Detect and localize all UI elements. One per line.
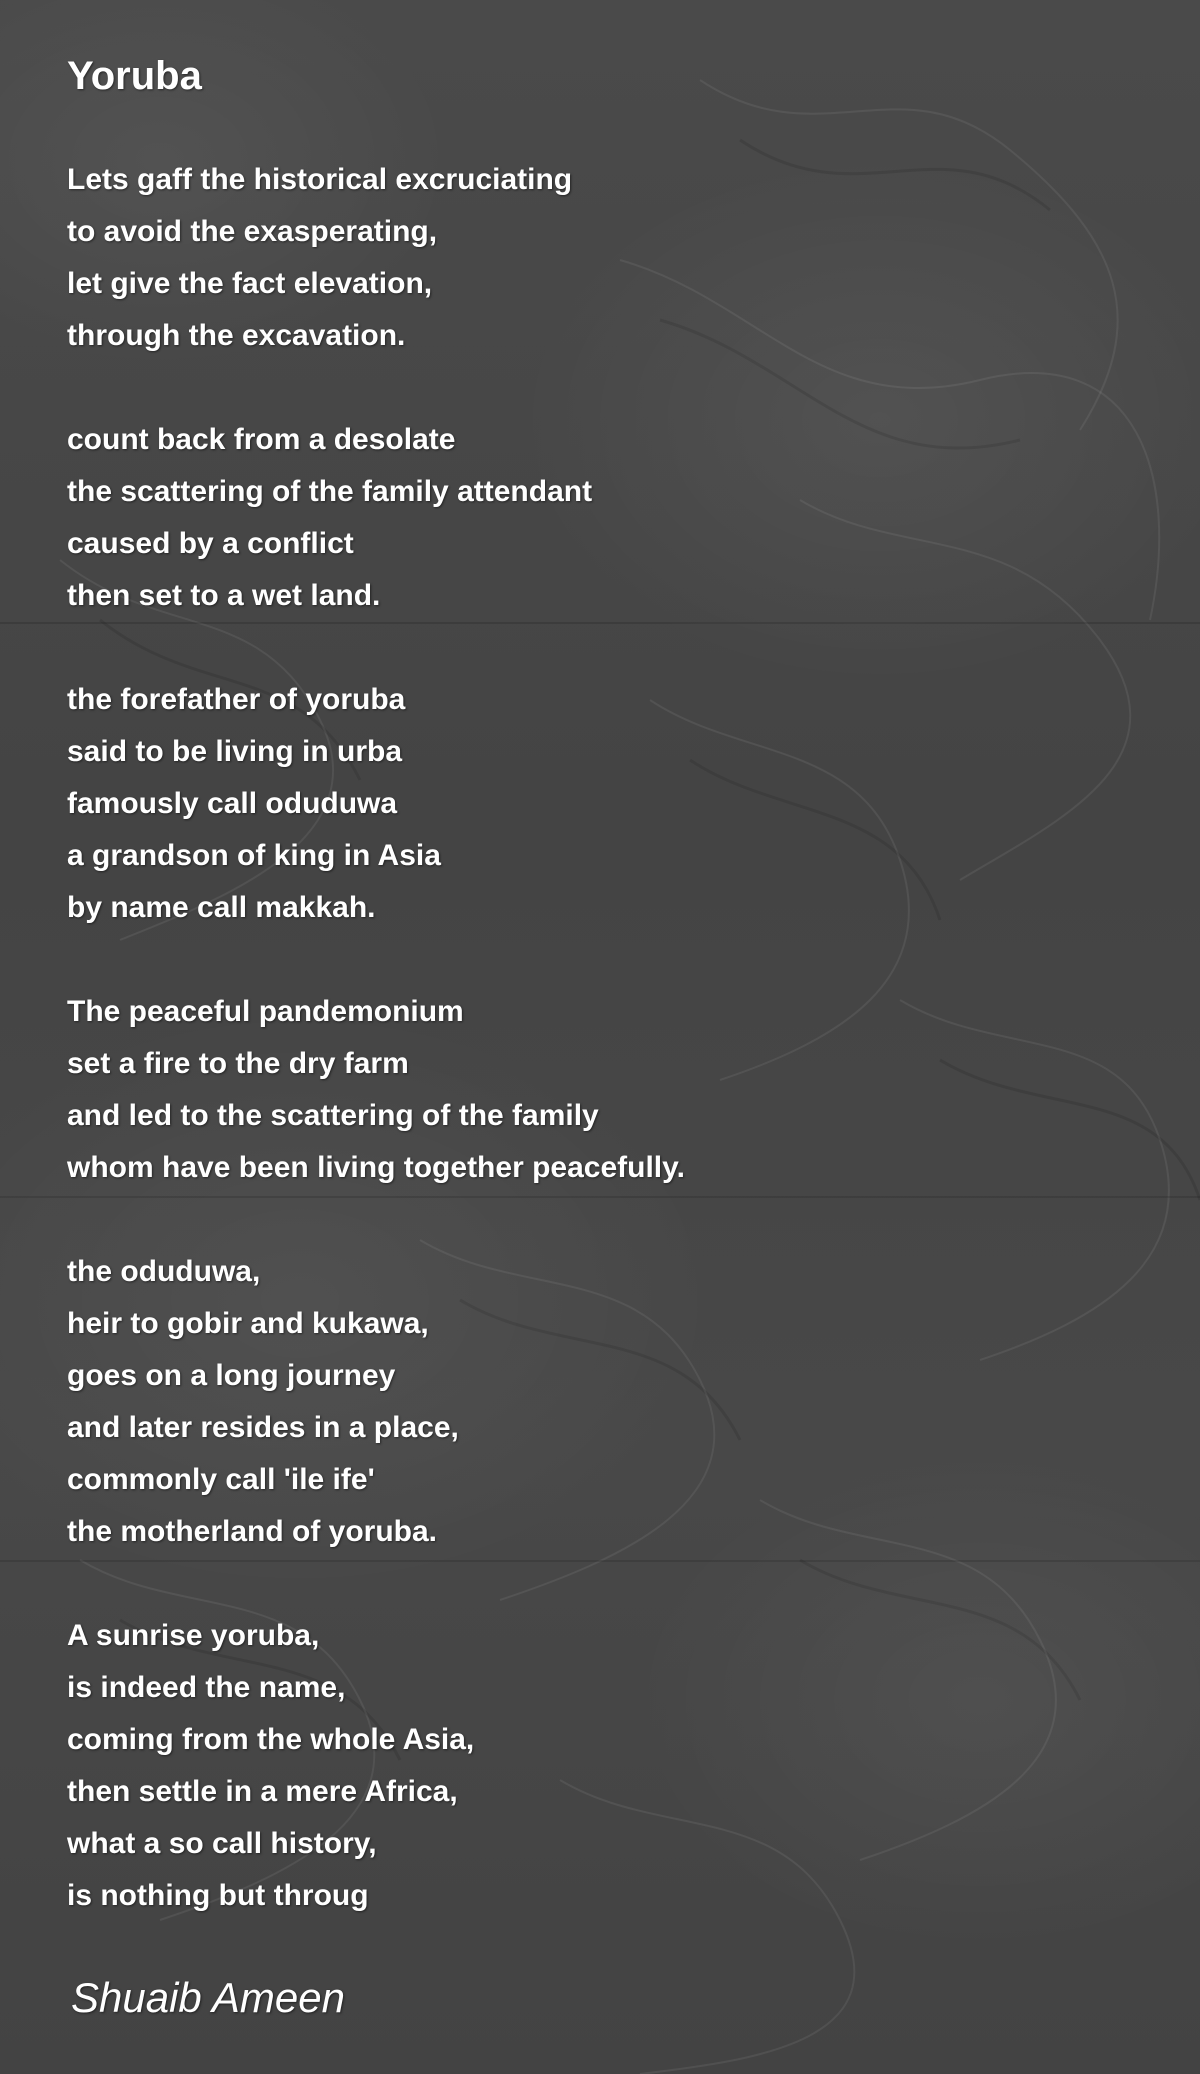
poem-line: said to be living in urba [67, 735, 403, 768]
stanza-5 [67, 1246, 1147, 1558]
poem-line: whom have been living together peacefully. [67, 1151, 685, 1184]
poem-line: the forefather of yoruba [67, 683, 406, 716]
poem-line: the oduduwa, [67, 1255, 261, 1288]
poem-author: Shuaib Ameen [71, 1974, 345, 2021]
poem-line: then settle in a mere Africa, [67, 1775, 458, 1808]
poem-line: is nothing but throug [67, 1879, 369, 1912]
poem-body [67, 50, 1147, 1974]
poem-line: and later resides in a place, [67, 1411, 459, 1444]
poem-line: Lets gaff the historical excruciating [67, 163, 573, 196]
poem-line: to avoid the exasperating, [67, 215, 438, 248]
poem-title: Yoruba [67, 54, 202, 98]
poem-line: is indeed the name, [67, 1671, 346, 1704]
stanza-6 [67, 1610, 1147, 1922]
poem-line: count back from a desolate [67, 423, 456, 456]
poem-line: The peaceful pandemonium [67, 995, 464, 1028]
poem-line: then set to a wet land. [67, 579, 381, 612]
stanza-2 [67, 414, 1147, 622]
poem-line: the scattering of the family attendant [67, 475, 593, 508]
stanza-4 [67, 986, 1147, 1194]
poem-line: caused by a conflict [67, 527, 354, 560]
poem-line: coming from the whole Asia, [67, 1723, 475, 1756]
poem-line: set a fire to the dry farm [67, 1047, 409, 1080]
poem-line: commonly call 'ile ife' [67, 1463, 375, 1496]
poem-line: a grandson of king in Asia [67, 839, 441, 872]
poem-line: by name call makkah. [67, 891, 376, 924]
poem-line: let give the fact elevation, [67, 267, 433, 300]
poem-line: and led to the scattering of the family [67, 1099, 599, 1132]
poem-line: the motherland of yoruba. [67, 1515, 438, 1548]
poem-line: what a so call history, [67, 1827, 377, 1860]
stanza-3 [67, 674, 1147, 934]
poem-line: through the excavation. [67, 319, 406, 352]
poem-line: A sunrise yoruba, [67, 1619, 320, 1652]
stanza-1 [67, 154, 1147, 362]
poem-line: heir to gobir and kukawa, [67, 1307, 429, 1340]
poem-line: famously call oduduwa [67, 787, 398, 820]
poem-line: goes on a long journey [67, 1359, 396, 1392]
